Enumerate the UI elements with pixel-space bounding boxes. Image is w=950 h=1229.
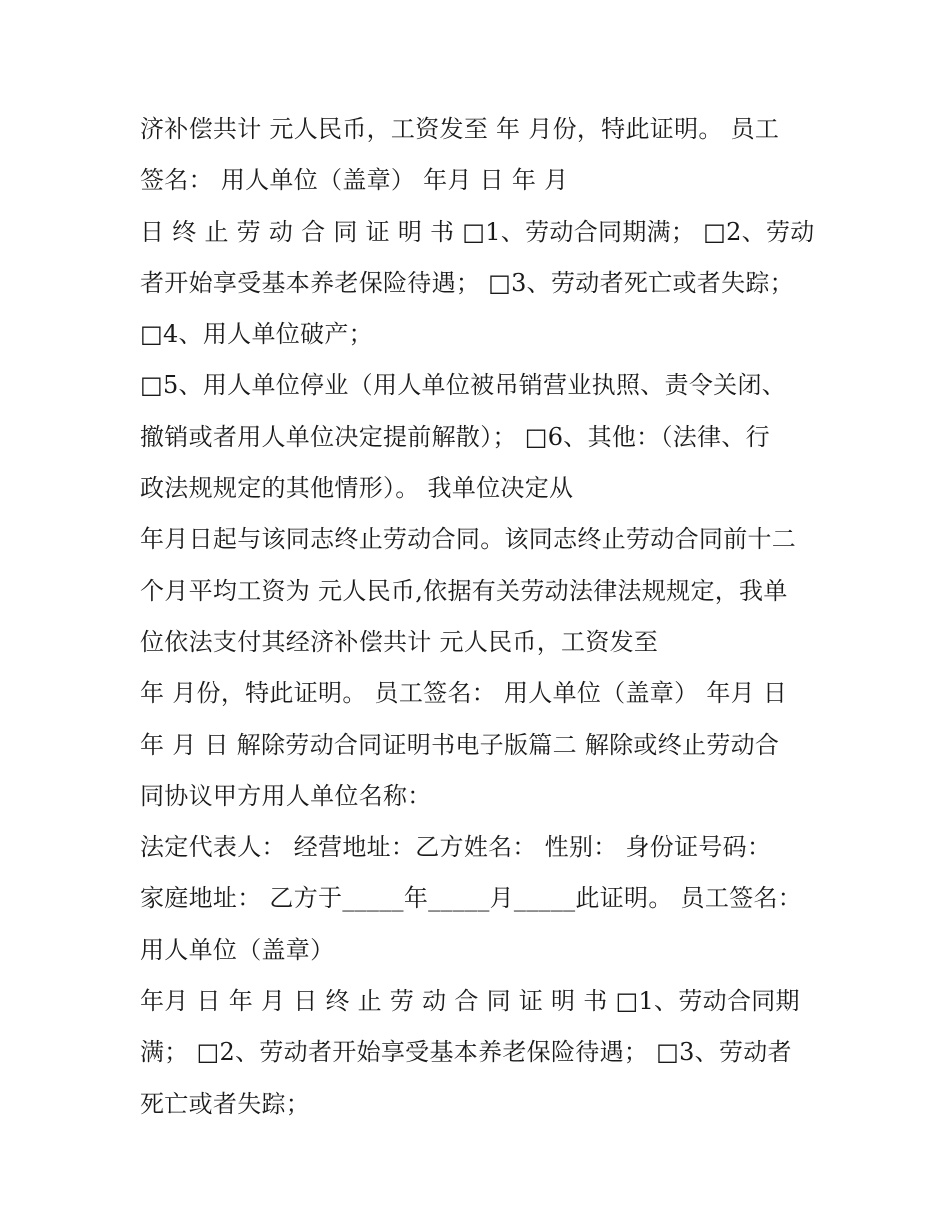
text-line: 用人单位（盖章） <box>140 935 335 964</box>
text-line: 位依法支付其经济补偿共计 元人民币，工资发至 <box>140 627 659 656</box>
text-line: 满； □2、劳动者开始享受基本养老保险待遇； □3、劳动者 <box>140 1038 792 1067</box>
text-line: 签名： 用人单位（盖章） 年月 日 年 月 <box>140 166 569 195</box>
text-line: □4、用人单位破产； <box>140 320 373 349</box>
text-line: 日 终 止 劳 动 合 同 证 明 书 □1、劳动合同期满； □2、劳动 <box>140 217 815 246</box>
text-line: 年 月 日 解除劳动合同证明书电子版篇二 解除或终止劳动合 <box>140 730 780 759</box>
text-line: □5、用人单位停业（用人单位被吊销营业执照、责令关闭、 <box>140 371 787 400</box>
document-body <box>140 104 820 1130</box>
text-line: 年月 日 年 月 日 终 止 劳 动 合 同 证 明 书 □1、劳动合同期 <box>140 987 800 1016</box>
text-line: 年月日起与该同志终止劳动合同。该同志终止劳动合同前十二 <box>140 525 797 554</box>
text-line: 济补偿共计 元人民币，工资发至 年 月份，特此证明。 员工 <box>140 115 780 143</box>
text-line: 同协议甲方用人单位名称： <box>140 781 432 810</box>
text-line: 年 月份，特此证明。 员工签名： 用人单位（盖章） 年月 日 <box>140 679 788 708</box>
text-line: 政法规规定的其他情形）。 我单位决定从 <box>140 474 574 503</box>
text-line: 撤销或者用人单位决定提前解散）； □6、其他：（法律、行 <box>140 422 770 451</box>
text-line: 者开始享受基本养老保险待遇； □3、劳动者死亡或者失踪； <box>140 268 794 297</box>
text-line: 个月平均工资为 元人民币,依据有关劳动法律法规规定，我单 <box>140 576 788 605</box>
text-line: 法定代表人： 经营地址：乙方姓名： 性别： 身份证号码： <box>140 833 772 862</box>
text-line: 死亡或者失踪； <box>140 1089 311 1118</box>
text-line: 家庭地址： 乙方于_____年_____月_____此证明。 员工签名： <box>140 884 803 913</box>
